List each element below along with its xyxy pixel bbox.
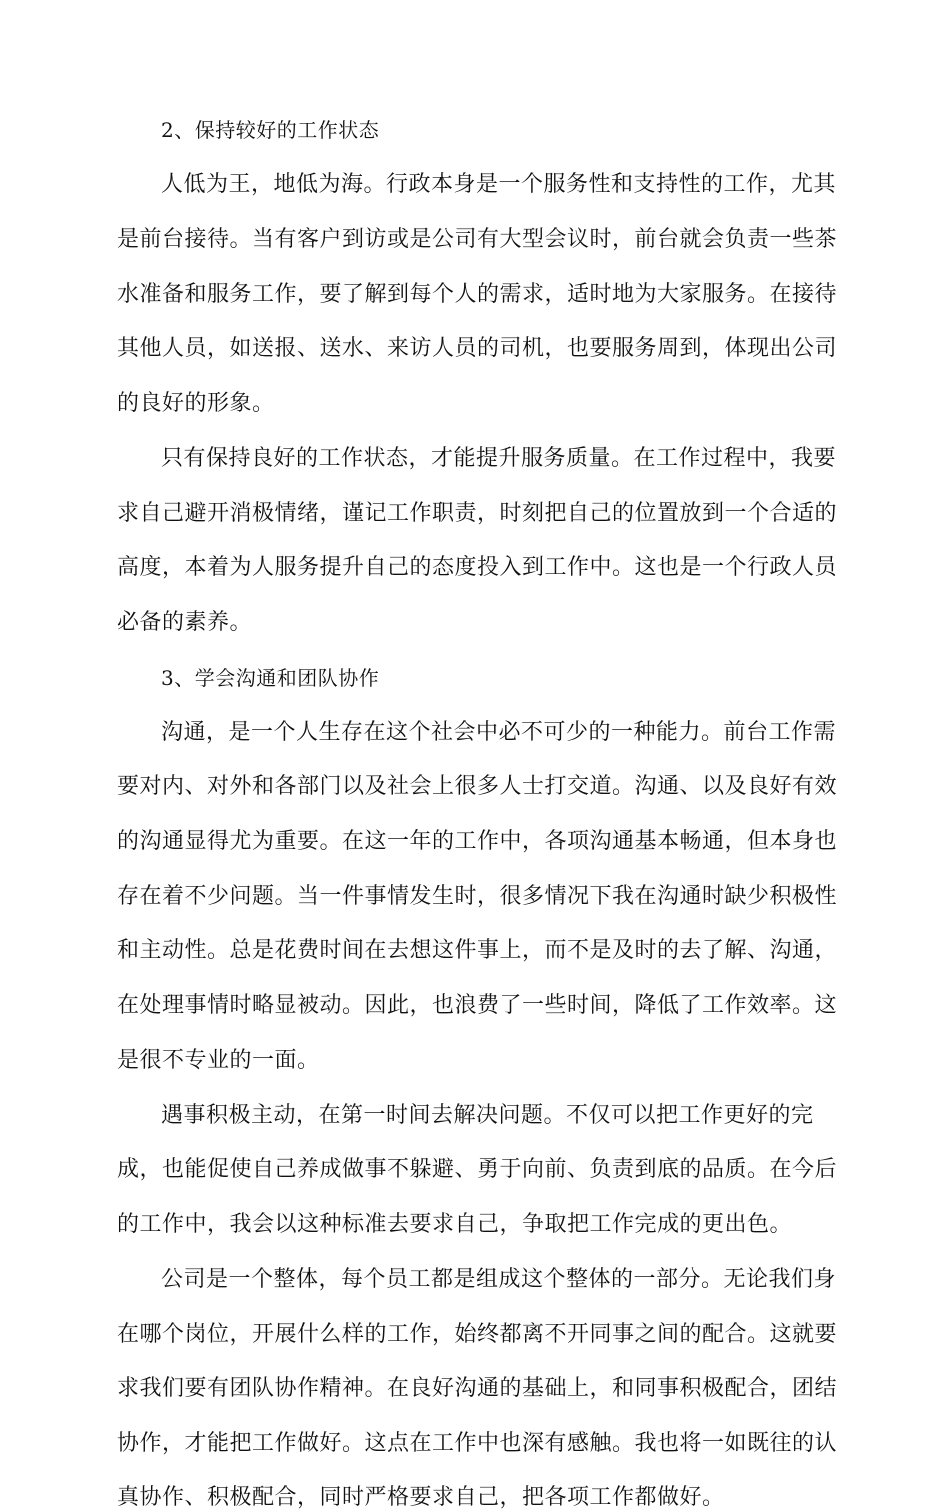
paragraph-line: 遇事积极主动，在第一时间去解决问题。不仅可以把工作更好的完 [161,1103,814,1128]
paragraph-line: 的良好的形象。 [117,391,275,416]
paragraph-line: 在处理事情时略显被动。因此，也浪费了一些时间，降低了工作效率。这 [117,993,838,1018]
paragraph-line: 是很不专业的一面。 [117,1048,320,1073]
paragraph-line: 的沟通显得尤为重要。在这一年的工作中，各项沟通基本畅通，但本身也 [117,829,838,854]
heading-line: 3、学会沟通和团队协作 [161,666,380,690]
heading-line: 2、保持较好的工作状态 [161,118,380,142]
paragraph-line: 是前台接待。当有客户到访或是公司有大型会议时，前台就会负责一些茶 [117,227,838,252]
paragraph-line: 水准备和服务工作，要了解到每个人的需求，适时地为大家服务。在接待 [117,282,838,307]
paragraph-line: 求我们要有团队协作精神。在良好沟通的基础上，和同事积极配合，团结 [117,1376,838,1401]
paragraph-line: 沟通，是一个人生存在这个社会中必不可少的一种能力。前台工作需 [161,720,837,745]
paragraph-line: 公司是一个整体，每个员工都是组成这个整体的一部分。无论我们身 [161,1267,837,1292]
paragraph-line: 要对内、对外和各部门以及社会上很多人士打交道。沟通、以及良好有效 [117,774,838,799]
paragraph-line: 存在着不少问题。当一件事情发生时，很多情况下我在沟通时缺少积极性 [117,884,838,909]
paragraph-line: 其他人员，如送报、送水、来访人员的司机，也要服务周到，体现出公司 [117,336,838,361]
paragraph-line: 必备的素养。 [117,610,253,635]
paragraph-line: 的工作中，我会以这种标准去要求自己，争取把工作完成的更出色。 [117,1212,793,1237]
paragraph-line: 协作，才能把工作做好。这点在工作中也深有感触。我也将一如既往的认 [117,1431,838,1456]
paragraph-line: 求自己避开消极情绪，谨记工作职责，时刻把自己的位置放到一个合适的 [117,501,838,526]
paragraph-line: 在哪个岗位，开展什么样的工作，始终都离不开同事之间的配合。这就要 [117,1322,838,1347]
paragraph-line: 只有保持良好的工作状态，才能提升服务质量。在工作过程中，我要 [161,446,837,471]
paragraph-line: 成，也能促使自己养成做事不躲避、勇于向前、负责到底的品质。在今后 [117,1157,838,1182]
paragraph-line: 真协作、积极配合，同时严格要求自己，把各项工作都做好。 [117,1485,725,1510]
paragraph-line: 和主动性。总是花费时间在去想这件事上，而不是及时的去了解、沟通， [117,938,838,963]
paragraph-line: 人低为王，地低为海。行政本身是一个服务性和支持性的工作，尤其 [161,172,837,197]
paragraph-line: 高度，本着为人服务提升自己的态度投入到工作中。这也是一个行政人员 [117,555,838,580]
